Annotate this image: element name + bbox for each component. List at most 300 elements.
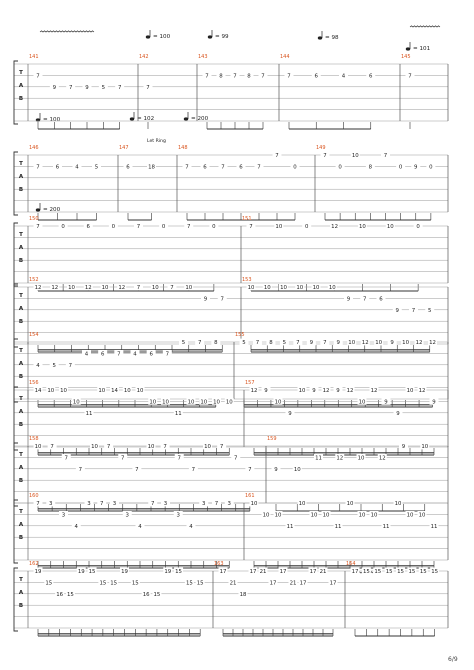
tempo-marking	[36, 113, 61, 123]
fret-number: 5	[282, 340, 287, 346]
fret-number: 7	[249, 224, 253, 230]
measure-number: 162	[29, 561, 39, 567]
system-bracket	[14, 387, 18, 450]
tab-system	[14, 561, 448, 636]
quarter-note-icon	[406, 47, 410, 50]
fret-number: 8	[247, 73, 251, 80]
fret-number: 6	[100, 351, 105, 358]
fret-number: 10	[123, 388, 131, 394]
tab-clef-letter: A	[18, 306, 24, 312]
fret-number: 7	[197, 340, 202, 346]
system-bracket	[14, 443, 18, 506]
fret-number: 9	[85, 84, 89, 91]
fret-number: 6	[379, 296, 383, 303]
fret-number: 14	[111, 388, 118, 394]
fret-number: 9	[309, 340, 314, 346]
fret-number: 6	[55, 164, 60, 171]
fret-number: 10	[247, 285, 255, 291]
tab-clef-letter: B	[18, 96, 24, 102]
fret-number: 7	[275, 153, 279, 159]
fret-number: 10	[357, 455, 365, 462]
fret-number: 11	[286, 523, 294, 530]
measure-number: 164	[346, 561, 356, 567]
fret-number: 10	[250, 501, 258, 507]
fret-number: 14	[34, 388, 42, 394]
vibrato-icon	[410, 26, 440, 27]
fret-number: 7	[323, 153, 327, 159]
tab-system	[14, 54, 448, 129]
fret-number: 15	[153, 591, 161, 598]
fret-number: 10	[34, 444, 42, 450]
tab-clef-letter: B	[18, 422, 24, 428]
fret-number: 16	[56, 591, 64, 598]
fret-number: 7	[146, 84, 150, 91]
fret-number: 10	[358, 399, 366, 406]
measure	[280, 54, 375, 129]
fret-number: 9	[288, 410, 292, 417]
fret-number: 18	[239, 591, 247, 598]
tab-clef-letter: A	[18, 590, 24, 596]
measure	[242, 216, 423, 291]
fret-number: 7	[106, 444, 111, 450]
fret-number: 4	[75, 164, 79, 171]
fret-number: 7	[64, 455, 68, 462]
fret-number: 6	[126, 164, 130, 171]
measure-number: 153	[242, 277, 252, 283]
fret-number: 15	[45, 580, 53, 587]
quarter-note-icon	[184, 117, 188, 120]
tempo-value: = 100	[43, 117, 61, 123]
fret-number: 7	[177, 455, 181, 462]
system-bracket	[14, 500, 18, 563]
fret-number: 7	[117, 84, 122, 91]
fret-number: 7	[187, 224, 191, 230]
fret-number: 8	[269, 340, 273, 346]
tab-clef-letter: T	[19, 293, 23, 299]
fret-number: 15	[131, 580, 139, 587]
fret-number: 10	[280, 285, 287, 291]
quarter-note-icon	[208, 35, 212, 38]
fret-number: 10	[348, 340, 356, 346]
tab-clef-letter: B	[18, 603, 24, 609]
fret-number: 8	[219, 73, 223, 80]
measure-number: 141	[29, 54, 39, 60]
fret-number: 10	[322, 512, 330, 519]
fret-number: 12	[250, 388, 258, 394]
fret-number: 15	[110, 580, 118, 587]
tab-clef-letter: T	[19, 452, 23, 458]
measure-number: 146	[29, 145, 39, 151]
fret-number: 10	[358, 512, 366, 519]
tab-clef-letter: T	[19, 70, 23, 76]
tab-clef-letter: A	[18, 83, 24, 89]
system-bracket	[14, 152, 18, 215]
fret-number: 10	[298, 388, 306, 394]
fret-number: 4	[138, 523, 142, 530]
fret-number: 10	[358, 224, 366, 230]
measure-number: 157	[245, 380, 255, 386]
tempo-marking	[318, 31, 339, 41]
system-bracket	[14, 284, 18, 347]
tab-system	[14, 145, 448, 220]
fret-number: 7	[151, 501, 155, 507]
tab-clef-letter: A	[18, 361, 24, 367]
fret-number: 7	[117, 351, 121, 358]
measure-number: 147	[119, 145, 129, 151]
tab-clef-letter: A	[18, 522, 24, 528]
fret-number: 4	[36, 362, 40, 369]
fret-number: 17	[329, 580, 337, 587]
fret-number: 9	[274, 466, 278, 473]
fret-number: 7	[68, 84, 73, 91]
fret-number: 17	[351, 569, 359, 575]
fret-number: 10	[328, 285, 336, 291]
measure-number: 152	[29, 277, 39, 283]
fret-number: 11	[382, 523, 390, 530]
fret-number: 10	[421, 444, 429, 450]
fret-number: 4	[133, 351, 137, 358]
fret-number: 5	[428, 307, 432, 314]
fret-number: 7	[165, 351, 170, 358]
tab-system	[14, 380, 448, 455]
fret-number: 7	[221, 164, 225, 171]
fret-number: 7	[205, 73, 209, 80]
tab-systems	[14, 54, 448, 636]
fret-number: 7	[233, 73, 237, 80]
measure	[198, 54, 268, 129]
fret-number: 10	[386, 224, 394, 230]
fret-number: 15	[362, 569, 370, 575]
fret-number: 7	[78, 466, 83, 473]
fret-number: 15	[385, 569, 393, 575]
fret-number: 9	[414, 164, 418, 171]
fret-number: 7	[219, 444, 224, 450]
fret-number: 7	[257, 164, 261, 171]
fret-number: 21	[229, 580, 237, 587]
fret-number: 9	[312, 388, 316, 394]
fret-number: 9	[203, 296, 208, 303]
fret-number: 3	[227, 501, 231, 507]
fret-number: 7	[261, 73, 265, 80]
fret-number: 15	[67, 591, 74, 598]
fret-number: 15	[185, 580, 193, 587]
fret-number: 16	[142, 591, 150, 598]
tab-clef-letter: T	[19, 232, 23, 238]
fret-number: 15	[408, 569, 416, 575]
fret-number: 7	[296, 340, 300, 346]
fret-number: 7	[220, 296, 224, 303]
fret-number: 9	[395, 307, 399, 314]
measure-number: 151	[242, 216, 252, 222]
fret-number: 5	[181, 340, 186, 346]
measure	[119, 145, 156, 220]
fret-number: 6	[369, 73, 373, 80]
fret-number: 3	[87, 501, 91, 507]
measure-number: 150	[29, 216, 39, 222]
measure-number: 160	[29, 493, 39, 499]
fret-number: 10	[262, 512, 270, 519]
let-ring-label: Let Ring	[147, 139, 166, 144]
fret-number: 6	[203, 164, 207, 171]
fret-number: 3	[176, 512, 180, 519]
fret-number: 19	[77, 569, 85, 575]
measure	[316, 145, 435, 220]
fret-number: 7	[411, 307, 416, 314]
tab-clef-letter: A	[18, 409, 24, 415]
fret-number: 10	[187, 399, 195, 406]
fret-number: 10	[274, 512, 282, 519]
fret-number: 15	[419, 569, 427, 575]
measure-number: 142	[139, 54, 149, 60]
quarter-note-icon	[36, 208, 40, 211]
fret-number: 10	[147, 444, 155, 450]
fret-number: 3	[49, 501, 53, 507]
fret-number: 3	[61, 512, 66, 519]
fret-number: 10	[293, 466, 301, 473]
fret-number: 7	[68, 362, 73, 369]
quarter-note-icon	[130, 117, 134, 120]
fret-number: 10	[274, 399, 282, 406]
measure-number: 154	[29, 332, 39, 338]
tempo-marking	[208, 30, 229, 40]
fret-number: 10	[225, 399, 233, 406]
fret-number: 10	[275, 224, 283, 230]
fret-number: 3	[202, 501, 206, 507]
fret-number: 10	[149, 399, 157, 406]
fret-number: 0	[293, 164, 297, 171]
fret-number: 7	[50, 444, 54, 450]
tab-clef-letter: B	[18, 187, 24, 193]
fret-number: 12	[346, 388, 354, 394]
fret-number: 12	[361, 340, 369, 346]
tempo-marking	[130, 112, 154, 122]
fret-number: 10	[394, 501, 402, 507]
fret-number: 6	[239, 164, 243, 171]
system-bracket	[14, 339, 18, 402]
quarter-note-icon	[318, 36, 322, 39]
measure	[29, 561, 205, 636]
fret-number: 0	[304, 224, 309, 230]
tab-clef-letter: A	[18, 245, 24, 251]
fret-number: 19	[121, 569, 128, 575]
fret-number: 10	[298, 501, 306, 507]
fret-number: 11	[334, 523, 342, 530]
fret-number: 10	[200, 399, 208, 406]
measure	[214, 561, 338, 636]
fret-number: 9	[346, 296, 351, 303]
system-bracket	[14, 223, 18, 286]
fret-number: 5	[52, 362, 56, 369]
fret-number: 10	[136, 388, 144, 394]
fret-number: 10	[312, 285, 320, 291]
tempo-value: = 100	[153, 34, 171, 40]
fret-number: 10	[72, 399, 80, 406]
fret-number: 6	[149, 351, 153, 358]
fret-number: 11	[430, 523, 438, 530]
fret-number: 7	[136, 224, 141, 230]
tempo-marking	[146, 30, 171, 40]
fret-number: 9	[264, 388, 268, 394]
measure-number: 161	[245, 493, 255, 499]
tab-clef-letter: B	[18, 535, 24, 541]
fret-number: 7	[136, 285, 141, 291]
fret-number: 7	[170, 285, 174, 291]
fret-number: 17	[269, 580, 277, 587]
measure-number: 163	[214, 561, 224, 567]
tempo-value: = 101	[413, 46, 431, 52]
fret-number: 7	[185, 164, 189, 171]
fret-number: 12	[370, 388, 378, 394]
fret-number: 7	[234, 455, 238, 462]
fret-number: 10	[406, 388, 414, 394]
tab-clef-letter: T	[19, 577, 23, 583]
fret-number: 17	[249, 569, 257, 575]
measure	[245, 493, 439, 568]
fret-number: 21	[319, 569, 327, 575]
fret-number: 8	[368, 164, 373, 171]
fret-number: 7	[135, 466, 139, 473]
fret-number: 0	[61, 224, 65, 230]
fret-number: 10	[47, 388, 55, 394]
tab-system	[14, 332, 448, 407]
tempo-value: = 102	[137, 116, 155, 122]
fret-number: 5	[101, 84, 106, 91]
tempo-marking	[406, 42, 431, 52]
fret-number: 10	[151, 285, 159, 291]
fret-number: 6	[86, 224, 90, 230]
fret-number: 17	[279, 569, 287, 575]
tab-clef-letter: B	[18, 374, 24, 380]
measure	[29, 332, 220, 407]
fret-number: 15	[374, 569, 382, 575]
tab-clef-letter: A	[18, 465, 24, 471]
tempo-marking	[184, 112, 209, 122]
fret-number: 15	[99, 580, 107, 587]
measure	[29, 216, 218, 291]
fret-number: 6	[314, 73, 318, 80]
fret-number: 11	[85, 410, 93, 417]
measure	[178, 145, 300, 220]
fret-number: 17	[309, 569, 317, 575]
fret-number: 5	[242, 340, 246, 346]
fret-number: 0	[429, 164, 433, 171]
fret-number: 7	[36, 164, 40, 171]
fret-number: 3	[125, 512, 129, 519]
fret-number: 15	[431, 569, 439, 575]
fret-number: 10	[204, 444, 211, 450]
page-number: 6/9	[448, 656, 458, 663]
measure-number: 159	[267, 436, 277, 442]
fret-number: 12	[429, 340, 436, 346]
fret-number: 18	[148, 164, 155, 171]
fret-number: 0	[338, 164, 342, 171]
fret-number: 9	[384, 399, 388, 406]
fret-number: 7	[255, 340, 260, 346]
fret-number: 15	[397, 569, 404, 575]
fret-number: 12	[51, 285, 59, 291]
fret-number: 10	[370, 512, 378, 519]
measure-number: 155	[235, 332, 245, 338]
fret-number: 7	[163, 444, 167, 450]
fret-number: 12	[378, 455, 386, 462]
fret-number: 15	[196, 580, 204, 587]
fret-number: 17	[219, 569, 227, 575]
tab-system	[14, 216, 448, 291]
fret-number: 7	[408, 73, 412, 80]
fret-number: 7	[36, 73, 40, 80]
tab-clef-letter: B	[18, 319, 24, 325]
fret-number: 19	[34, 569, 42, 575]
fret-number: 15	[175, 569, 182, 575]
tab-clef-letter: B	[18, 258, 24, 264]
fret-number: 12	[331, 224, 339, 230]
tempo-value: = 200	[43, 207, 61, 213]
fret-number: 0	[398, 164, 403, 171]
fret-number: 5	[94, 164, 99, 171]
tab-clef-letter: T	[19, 348, 23, 354]
fret-number: 3	[163, 501, 168, 507]
measure	[29, 493, 234, 568]
fret-number: 10	[101, 285, 109, 291]
fret-number: 12	[415, 340, 423, 346]
quarter-note-icon	[146, 35, 150, 38]
measure-number: 143	[198, 54, 208, 60]
measure-number: 144	[280, 54, 290, 60]
fret-number: 11	[174, 410, 182, 417]
fret-number: 12	[336, 455, 344, 462]
fret-number: 7	[121, 455, 125, 462]
fret-number: 7	[287, 73, 291, 80]
fret-number: 10	[162, 399, 169, 406]
fret-number: 7	[191, 466, 196, 473]
tempo-value: = 98	[325, 35, 339, 41]
tab-clef-letter: T	[19, 396, 23, 402]
tempo-value: = 200	[191, 116, 209, 122]
tab-clef-letter: B	[18, 478, 24, 484]
measure-number: 149	[316, 145, 326, 151]
fret-number: 21	[289, 580, 297, 587]
fret-number: 9	[432, 399, 436, 406]
fret-number: 10	[346, 501, 354, 507]
measure	[401, 54, 415, 129]
fret-number: 19	[164, 569, 172, 575]
fret-number: 12	[84, 285, 92, 291]
fret-number: 10	[310, 512, 318, 519]
fret-number: 0	[416, 224, 420, 230]
fret-number: 10	[60, 388, 67, 394]
tab-clef-letter: T	[19, 509, 23, 515]
fret-number: 7	[363, 296, 367, 303]
fret-number: 4	[189, 523, 193, 530]
measure-number: 158	[29, 436, 39, 442]
fret-number: 0	[111, 224, 116, 230]
system-bracket	[14, 61, 18, 124]
fret-number: 12	[34, 285, 42, 291]
fret-number: 12	[118, 285, 126, 291]
fret-number: 10	[406, 512, 414, 519]
fret-number: 9	[401, 444, 406, 450]
fret-number: 7	[383, 153, 388, 159]
fret-number: 9	[336, 340, 340, 346]
fret-number: 10	[185, 285, 193, 291]
tempo-marking	[36, 203, 61, 213]
fret-number: 7	[323, 340, 327, 346]
fret-number: 10	[263, 285, 271, 291]
measure-number: 145	[401, 54, 411, 60]
tab-clef-letter: A	[18, 174, 24, 180]
measure	[235, 332, 437, 407]
fret-number: 9	[390, 340, 394, 346]
